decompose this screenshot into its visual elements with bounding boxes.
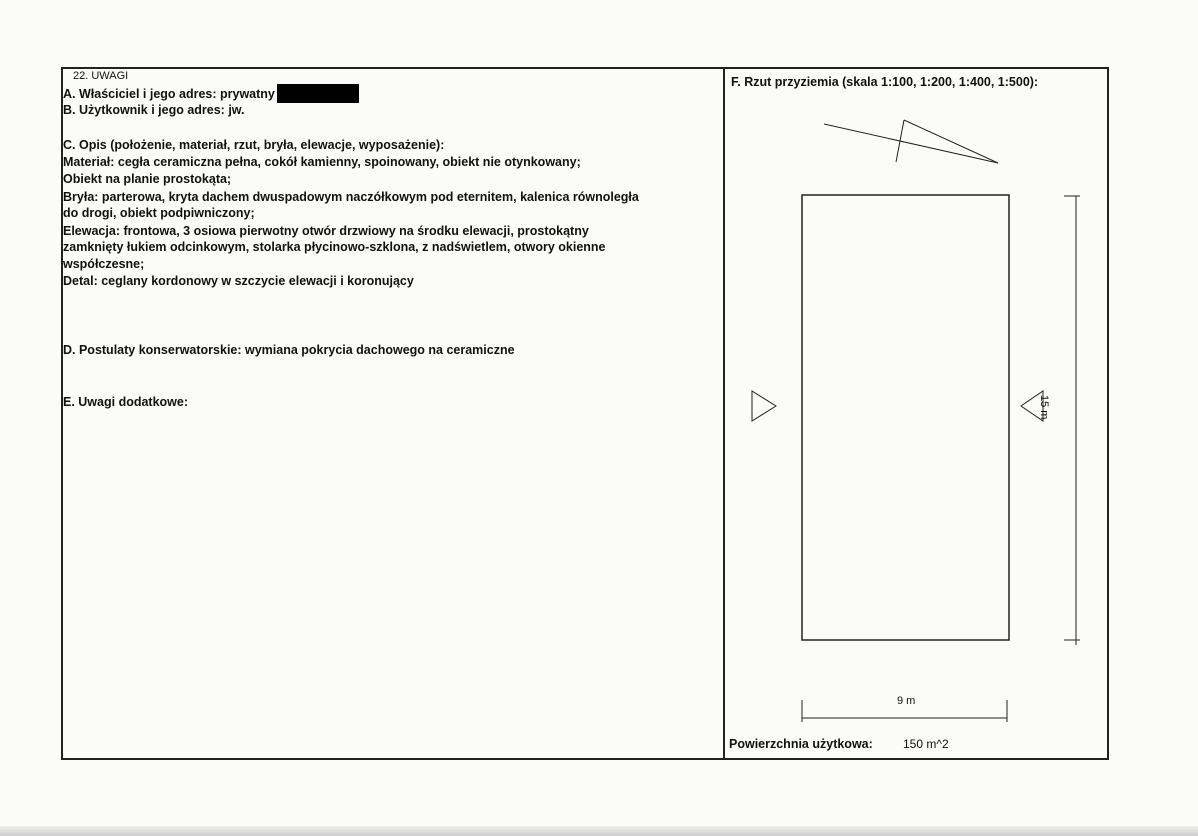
column-divider: [723, 67, 725, 760]
bryla-line-1: Bryła: parterowa, kryta dachem dwuspadowym naczółkowym pod eternitem, kalenica równoległa: [63, 190, 639, 204]
form-frame: [61, 67, 1109, 760]
length-dimension-label: 15 m: [1038, 395, 1050, 420]
description-heading: C. Opis (położenie, materiał, rzut, bryła, elewacje, wyposażenie):: [63, 138, 445, 152]
usable-area-value: 150 m^2: [903, 737, 949, 751]
user-line: B. Użytkownik i jego adres: jw.: [63, 103, 245, 117]
elewacja-line-2: zamknięty łukiem odcinkowym, stolarka płycinowo-szklona, z nadświetlem, otwory okienne: [63, 240, 606, 254]
floor-plan-title: F. Rzut przyziemia (skala 1:100, 1:200, 1:400, 1:500):: [731, 75, 1039, 89]
detal-line: Detal: ceglany kordonowy w szczycie elewacji i koronujący: [63, 274, 414, 288]
elewacja-line-1: Elewacja: frontowa, 3 osiowa pierwotny otwór drzwiowy na środku elewacji, prostokątny: [63, 224, 589, 238]
width-dimension-label: 9 m: [897, 695, 916, 707]
bryla-line-2: do drogi, obiekt podpiwniczony;: [63, 206, 255, 220]
plan-line: Obiekt na planie prostokąta;: [63, 172, 232, 186]
additional-remarks-line: E. Uwagi dodatkowe:: [63, 395, 189, 409]
redaction-block: [277, 84, 359, 103]
material-line: Materiał: cegła ceramiczna pełna, cokół kamienny, spoinowany, obiekt nie otynkowany;: [63, 155, 581, 169]
section-title: 22. UWAGI: [73, 70, 129, 82]
owner-line: [63, 84, 359, 103]
elewacja-line-3: współczesne;: [63, 257, 145, 271]
owner-label: A. Właściciel i jego adres: prywatny: [63, 87, 275, 101]
postulates-line: D. Postulaty konserwatorskie: wymiana pokrycia dachowego na ceramiczne: [63, 343, 515, 357]
scan-edge-shadow: [0, 826, 1198, 836]
usable-area-label: Powierzchnia użytkowa:: [729, 737, 873, 751]
